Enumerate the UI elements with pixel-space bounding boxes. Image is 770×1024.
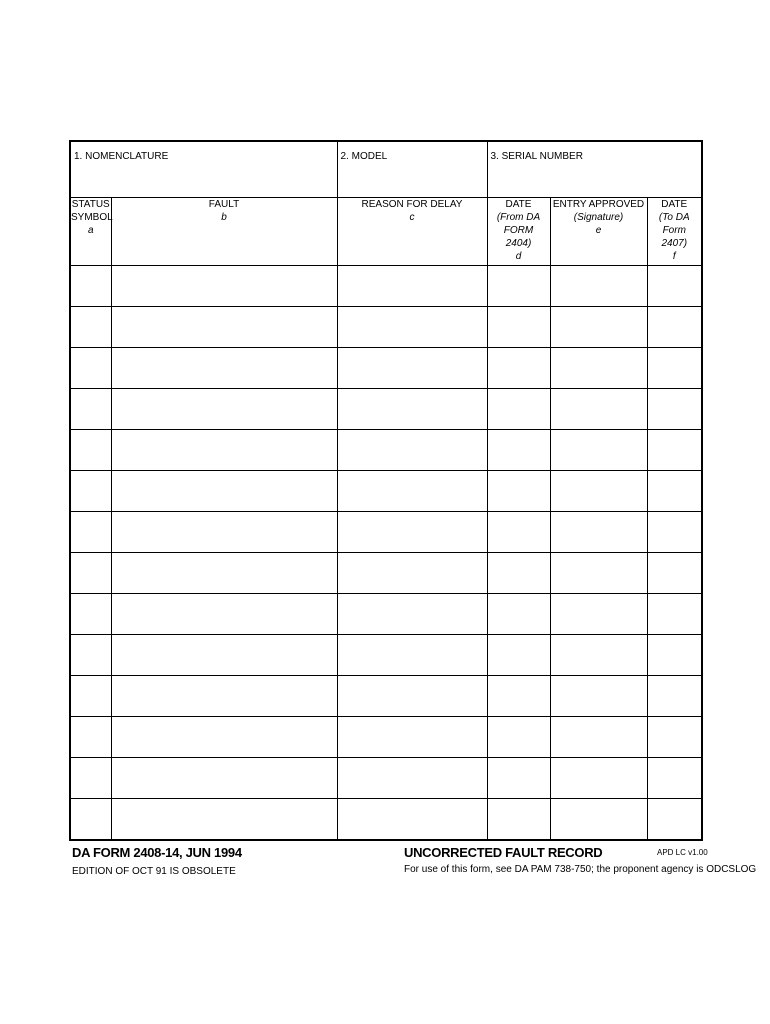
date-from-cell[interactable]: [487, 348, 550, 389]
entry-approved-cell[interactable]: [550, 471, 647, 512]
fault-cell[interactable]: [111, 307, 337, 348]
reason-for-delay-cell[interactable]: [337, 389, 487, 430]
reason-for-delay-cell[interactable]: [337, 676, 487, 717]
reason-for-delay-cell[interactable]: [337, 430, 487, 471]
usage-note: For use of this form, see DA PAM 738-750; the proponent agency is ODCSLOG: [404, 864, 757, 875]
date-from-cell[interactable]: [487, 676, 550, 717]
date-from-cell[interactable]: [487, 758, 550, 799]
date-to-cell[interactable]: [647, 266, 702, 307]
date-from-cell[interactable]: [487, 389, 550, 430]
entry-approved-cell[interactable]: [550, 348, 647, 389]
date-from-source: (From DA FORM: [496, 212, 541, 236]
date-from-label: DATE: [505, 199, 532, 210]
table-row: [70, 553, 702, 594]
reason-for-delay-cell[interactable]: [337, 512, 487, 553]
reason-for-delay-cell[interactable]: [337, 758, 487, 799]
column-letter-f: f: [672, 251, 676, 262]
fault-label: FAULT: [208, 199, 240, 210]
date-from-cell[interactable]: [487, 512, 550, 553]
fault-record-table: [69, 140, 703, 841]
table-row: [70, 635, 702, 676]
date-from-cell[interactable]: [487, 430, 550, 471]
date-from-cell[interactable]: [487, 635, 550, 676]
status-symbol-cell[interactable]: [70, 758, 111, 799]
entry-approved-cell[interactable]: [550, 594, 647, 635]
table-row: [70, 430, 702, 471]
fault-cell[interactable]: [111, 799, 337, 841]
status-symbol-cell[interactable]: [70, 266, 111, 307]
status-symbol-cell[interactable]: [70, 594, 111, 635]
entry-approved-cell[interactable]: [550, 430, 647, 471]
entry-approved-cell[interactable]: [550, 266, 647, 307]
date-from-cell[interactable]: [487, 553, 550, 594]
entry-approved-header: [550, 198, 647, 266]
column-letter-c: c: [409, 212, 415, 223]
serial-number-field[interactable]: [487, 141, 702, 198]
date-to-target: (To DA Form: [658, 212, 690, 236]
date-to-form-number: 2407): [661, 238, 688, 249]
status-label: STATUS: [71, 199, 110, 210]
date-from-form-number: 2404): [505, 238, 532, 249]
fault-cell[interactable]: [111, 512, 337, 553]
date-to-cell[interactable]: [647, 512, 702, 553]
entry-approved-cell[interactable]: [550, 799, 647, 841]
date-from-cell[interactable]: [487, 266, 550, 307]
table-row: [70, 594, 702, 635]
status-symbol-cell[interactable]: [70, 348, 111, 389]
fault-cell[interactable]: [111, 389, 337, 430]
date-to-cell[interactable]: [647, 348, 702, 389]
entry-approved-cell[interactable]: [550, 758, 647, 799]
date-to-cell[interactable]: [647, 430, 702, 471]
column-letter-e: e: [595, 225, 602, 236]
reason-for-delay-cell[interactable]: [337, 594, 487, 635]
entry-approved-label: ENTRY APPROVED: [552, 199, 645, 210]
column-letter-b: b: [221, 212, 227, 223]
date-from-cell[interactable]: [487, 471, 550, 512]
reason-for-delay-header: [337, 198, 487, 266]
entry-approved-cell[interactable]: [550, 676, 647, 717]
column-letter-d: d: [515, 251, 522, 262]
date-from-cell[interactable]: [487, 799, 550, 841]
entry-approved-cell[interactable]: [550, 717, 647, 758]
edition-note: EDITION OF OCT 91 IS OBSOLETE: [72, 866, 236, 877]
reason-for-delay-cell[interactable]: [337, 553, 487, 594]
fault-cell[interactable]: [111, 553, 337, 594]
status-symbol-cell[interactable]: [70, 553, 111, 594]
entry-approved-cell[interactable]: [550, 389, 647, 430]
date-to-cell[interactable]: [647, 389, 702, 430]
apd-version: APD LC v1.00: [657, 848, 708, 857]
date-from-cell[interactable]: [487, 717, 550, 758]
fault-cell[interactable]: [111, 266, 337, 307]
status-symbol-cell[interactable]: [70, 389, 111, 430]
column-letter-a: a: [87, 225, 94, 236]
table-row: [70, 512, 702, 553]
reason-label: REASON FOR DELAY: [361, 199, 463, 210]
entry-approved-cell[interactable]: [550, 307, 647, 348]
date-from-cell[interactable]: [487, 594, 550, 635]
table-row: [70, 758, 702, 799]
status-symbol-header: [70, 198, 111, 266]
fault-cell[interactable]: [111, 471, 337, 512]
status-symbol-cell[interactable]: [70, 512, 111, 553]
date-to-cell[interactable]: [647, 635, 702, 676]
date-to-cell[interactable]: [647, 717, 702, 758]
date-to-cell[interactable]: [647, 553, 702, 594]
reason-for-delay-cell[interactable]: [337, 471, 487, 512]
date-to-cell[interactable]: [647, 799, 702, 841]
date-to-label: DATE: [661, 199, 688, 210]
date-to-cell[interactable]: [647, 758, 702, 799]
nomenclature-label: 1. NOMENCLATURE: [74, 151, 169, 162]
entry-approved-cell[interactable]: [550, 553, 647, 594]
date-to-header: [647, 198, 702, 266]
fault-cell[interactable]: [111, 594, 337, 635]
model-label: 2. MODEL: [340, 151, 388, 162]
date-to-cell[interactable]: [647, 676, 702, 717]
symbol-label: SYMBOL: [71, 212, 113, 223]
status-symbol-cell[interactable]: [70, 676, 111, 717]
status-symbol-cell[interactable]: [70, 799, 111, 841]
entry-approved-cell[interactable]: [550, 512, 647, 553]
reason-for-delay-cell[interactable]: [337, 717, 487, 758]
form-title: UNCORRECTED FAULT RECORD: [404, 845, 603, 860]
table-row: [70, 799, 702, 841]
table-row: [70, 676, 702, 717]
form-id: DA FORM 2408-14, JUN 1994: [72, 845, 242, 860]
table-row: [70, 348, 702, 389]
table-row: [70, 471, 702, 512]
table-row: [70, 389, 702, 430]
fault-cell[interactable]: [111, 758, 337, 799]
date-to-cell[interactable]: [647, 594, 702, 635]
fault-cell[interactable]: [111, 676, 337, 717]
status-symbol-cell[interactable]: [70, 635, 111, 676]
fault-cell[interactable]: [111, 348, 337, 389]
entry-approved-cell[interactable]: [550, 635, 647, 676]
serial-number-label: 3. SERIAL NUMBER: [490, 151, 583, 162]
fault-cell[interactable]: [111, 635, 337, 676]
reason-for-delay-cell[interactable]: [337, 799, 487, 841]
reason-for-delay-cell[interactable]: [337, 266, 487, 307]
table-row: [70, 307, 702, 348]
status-symbol-cell[interactable]: [70, 717, 111, 758]
date-to-cell[interactable]: [647, 471, 702, 512]
fault-cell[interactable]: [111, 430, 337, 471]
reason-for-delay-cell[interactable]: [337, 307, 487, 348]
table-row: [70, 717, 702, 758]
reason-for-delay-cell[interactable]: [337, 348, 487, 389]
status-symbol-cell[interactable]: [70, 471, 111, 512]
table-row: [70, 266, 702, 307]
date-from-header: [487, 198, 550, 266]
date-from-cell[interactable]: [487, 307, 550, 348]
fault-cell[interactable]: [111, 717, 337, 758]
status-symbol-cell[interactable]: [70, 307, 111, 348]
status-symbol-cell[interactable]: [70, 430, 111, 471]
reason-for-delay-cell[interactable]: [337, 635, 487, 676]
fault-header: [111, 198, 337, 266]
column-header-row: [70, 198, 702, 266]
model-field[interactable]: [337, 141, 487, 198]
signature-label: (Signature): [573, 212, 624, 223]
nomenclature-field[interactable]: [70, 141, 337, 198]
date-to-cell[interactable]: [647, 307, 702, 348]
